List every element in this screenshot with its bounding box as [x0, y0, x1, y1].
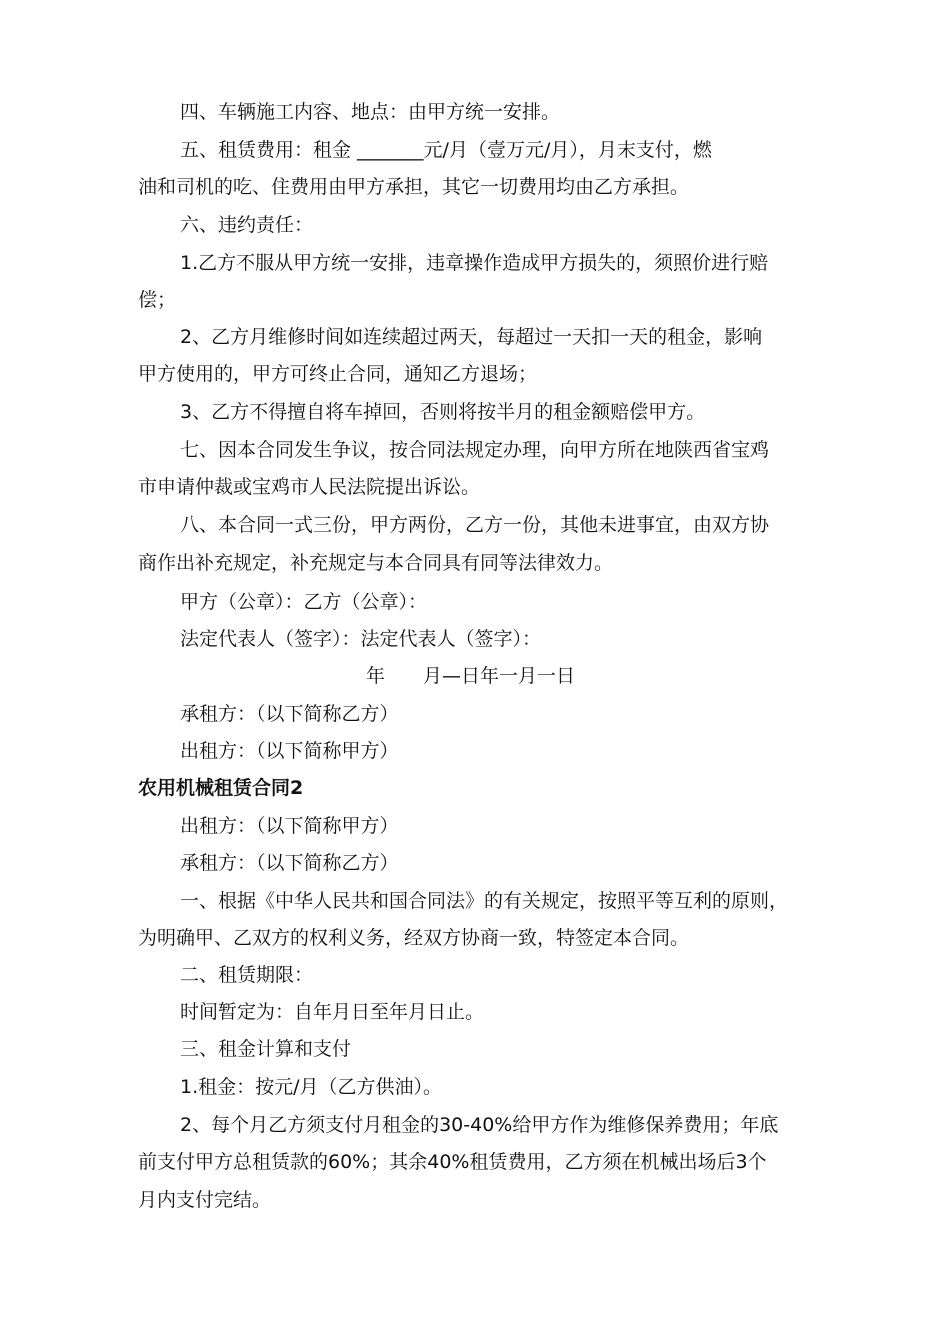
clause-4: 四、车辆施工内容、地点：由甲方统一安排。: [180, 101, 561, 123]
contract-2-clause-1-line-2: 为明确甲、乙双方的权利义务，经双方协商一致，特签定本合同。: [138, 927, 690, 949]
clause-8-line-1: 八、本合同一式三份，甲方两份，乙方一份，其他未进事宜，由双方协: [180, 514, 770, 536]
lessor-line: 出租方：（以下简称甲方）: [180, 740, 399, 762]
seal-line: 甲方（公章）：乙方（公章）：: [180, 591, 428, 613]
contract-2-period: 时间暂定为：自年月日至年月日止。: [180, 1001, 485, 1023]
clause-8-line-2: 商作出补充规定，补充规定与本合同具有同等法律效力。: [138, 552, 614, 574]
clause-6-title: 六、违约责任：: [180, 214, 314, 236]
clause-5-line-2: 油和司机的吃、住费用由甲方承担，其它一切费用均由乙方承担。: [138, 176, 690, 198]
contract-2-payment-line-1: 2、每个月乙方须支付月租金的30-40%给甲方作为维修保养费用；年底: [180, 1114, 779, 1136]
contract-2-clause-2-title: 二、租赁期限：: [180, 964, 314, 986]
contract-2-payment-line-2: 前支付甲方总租赁款的60%；其余40%租赁费用，乙方须在机械出场后3个: [138, 1151, 767, 1173]
contract-2-payment-line-3: 月内支付完结。: [138, 1189, 272, 1211]
clause-6-2-line-1: 2、乙方月维修时间如连续超过两天，每超过一天扣一天的租金，影响: [180, 326, 763, 348]
contract-2-title: 农用机械租赁合同2: [138, 777, 304, 799]
signature-line: 法定代表人（签字）：法定代表人（签字）：: [180, 628, 542, 650]
contract-2-clause-3-title: 三、租金计算和支付: [180, 1038, 352, 1060]
contract-2-lessee: 承租方：（以下简称乙方）: [180, 852, 399, 874]
clause-6-1-line-2: 偿；: [138, 289, 177, 311]
contract-2-clause-1-line-1: 一、根据《中华人民共和国合同法》的有关规定，按照平等互利的原则，: [180, 890, 789, 912]
clause-7-line-2: 市申请仲裁或宝鸡市人民法院提出诉讼。: [138, 476, 481, 498]
date-line: 年 月—日年一月一日: [366, 665, 576, 687]
lessee-line: 承租方：（以下简称乙方）: [180, 703, 399, 725]
clause-5-line-1: 五、租赁费用：租金 _______元/月（壹万元/月），月末支付，燃: [180, 139, 712, 161]
contract-2-rent: 1.租金：按元/月（乙方供油）。: [180, 1076, 443, 1098]
contract-2-lessor: 出租方：（以下简称甲方）: [180, 815, 399, 837]
clause-6-2-line-2: 甲方使用的，甲方可终止合同，通知乙方退场；: [138, 363, 538, 385]
clause-6-3: 3、乙方不得擅自将车掉回，否则将按半月的租金额赔偿甲方。: [180, 401, 706, 423]
clause-6-1-line-1: 1.乙方不服从甲方统一安排，违章操作造成甲方损失的，须照价进行赔: [180, 252, 769, 274]
clause-7-line-1: 七、因本合同发生争议，按合同法规定办理，向甲方所在地陕西省宝鸡: [180, 439, 770, 461]
